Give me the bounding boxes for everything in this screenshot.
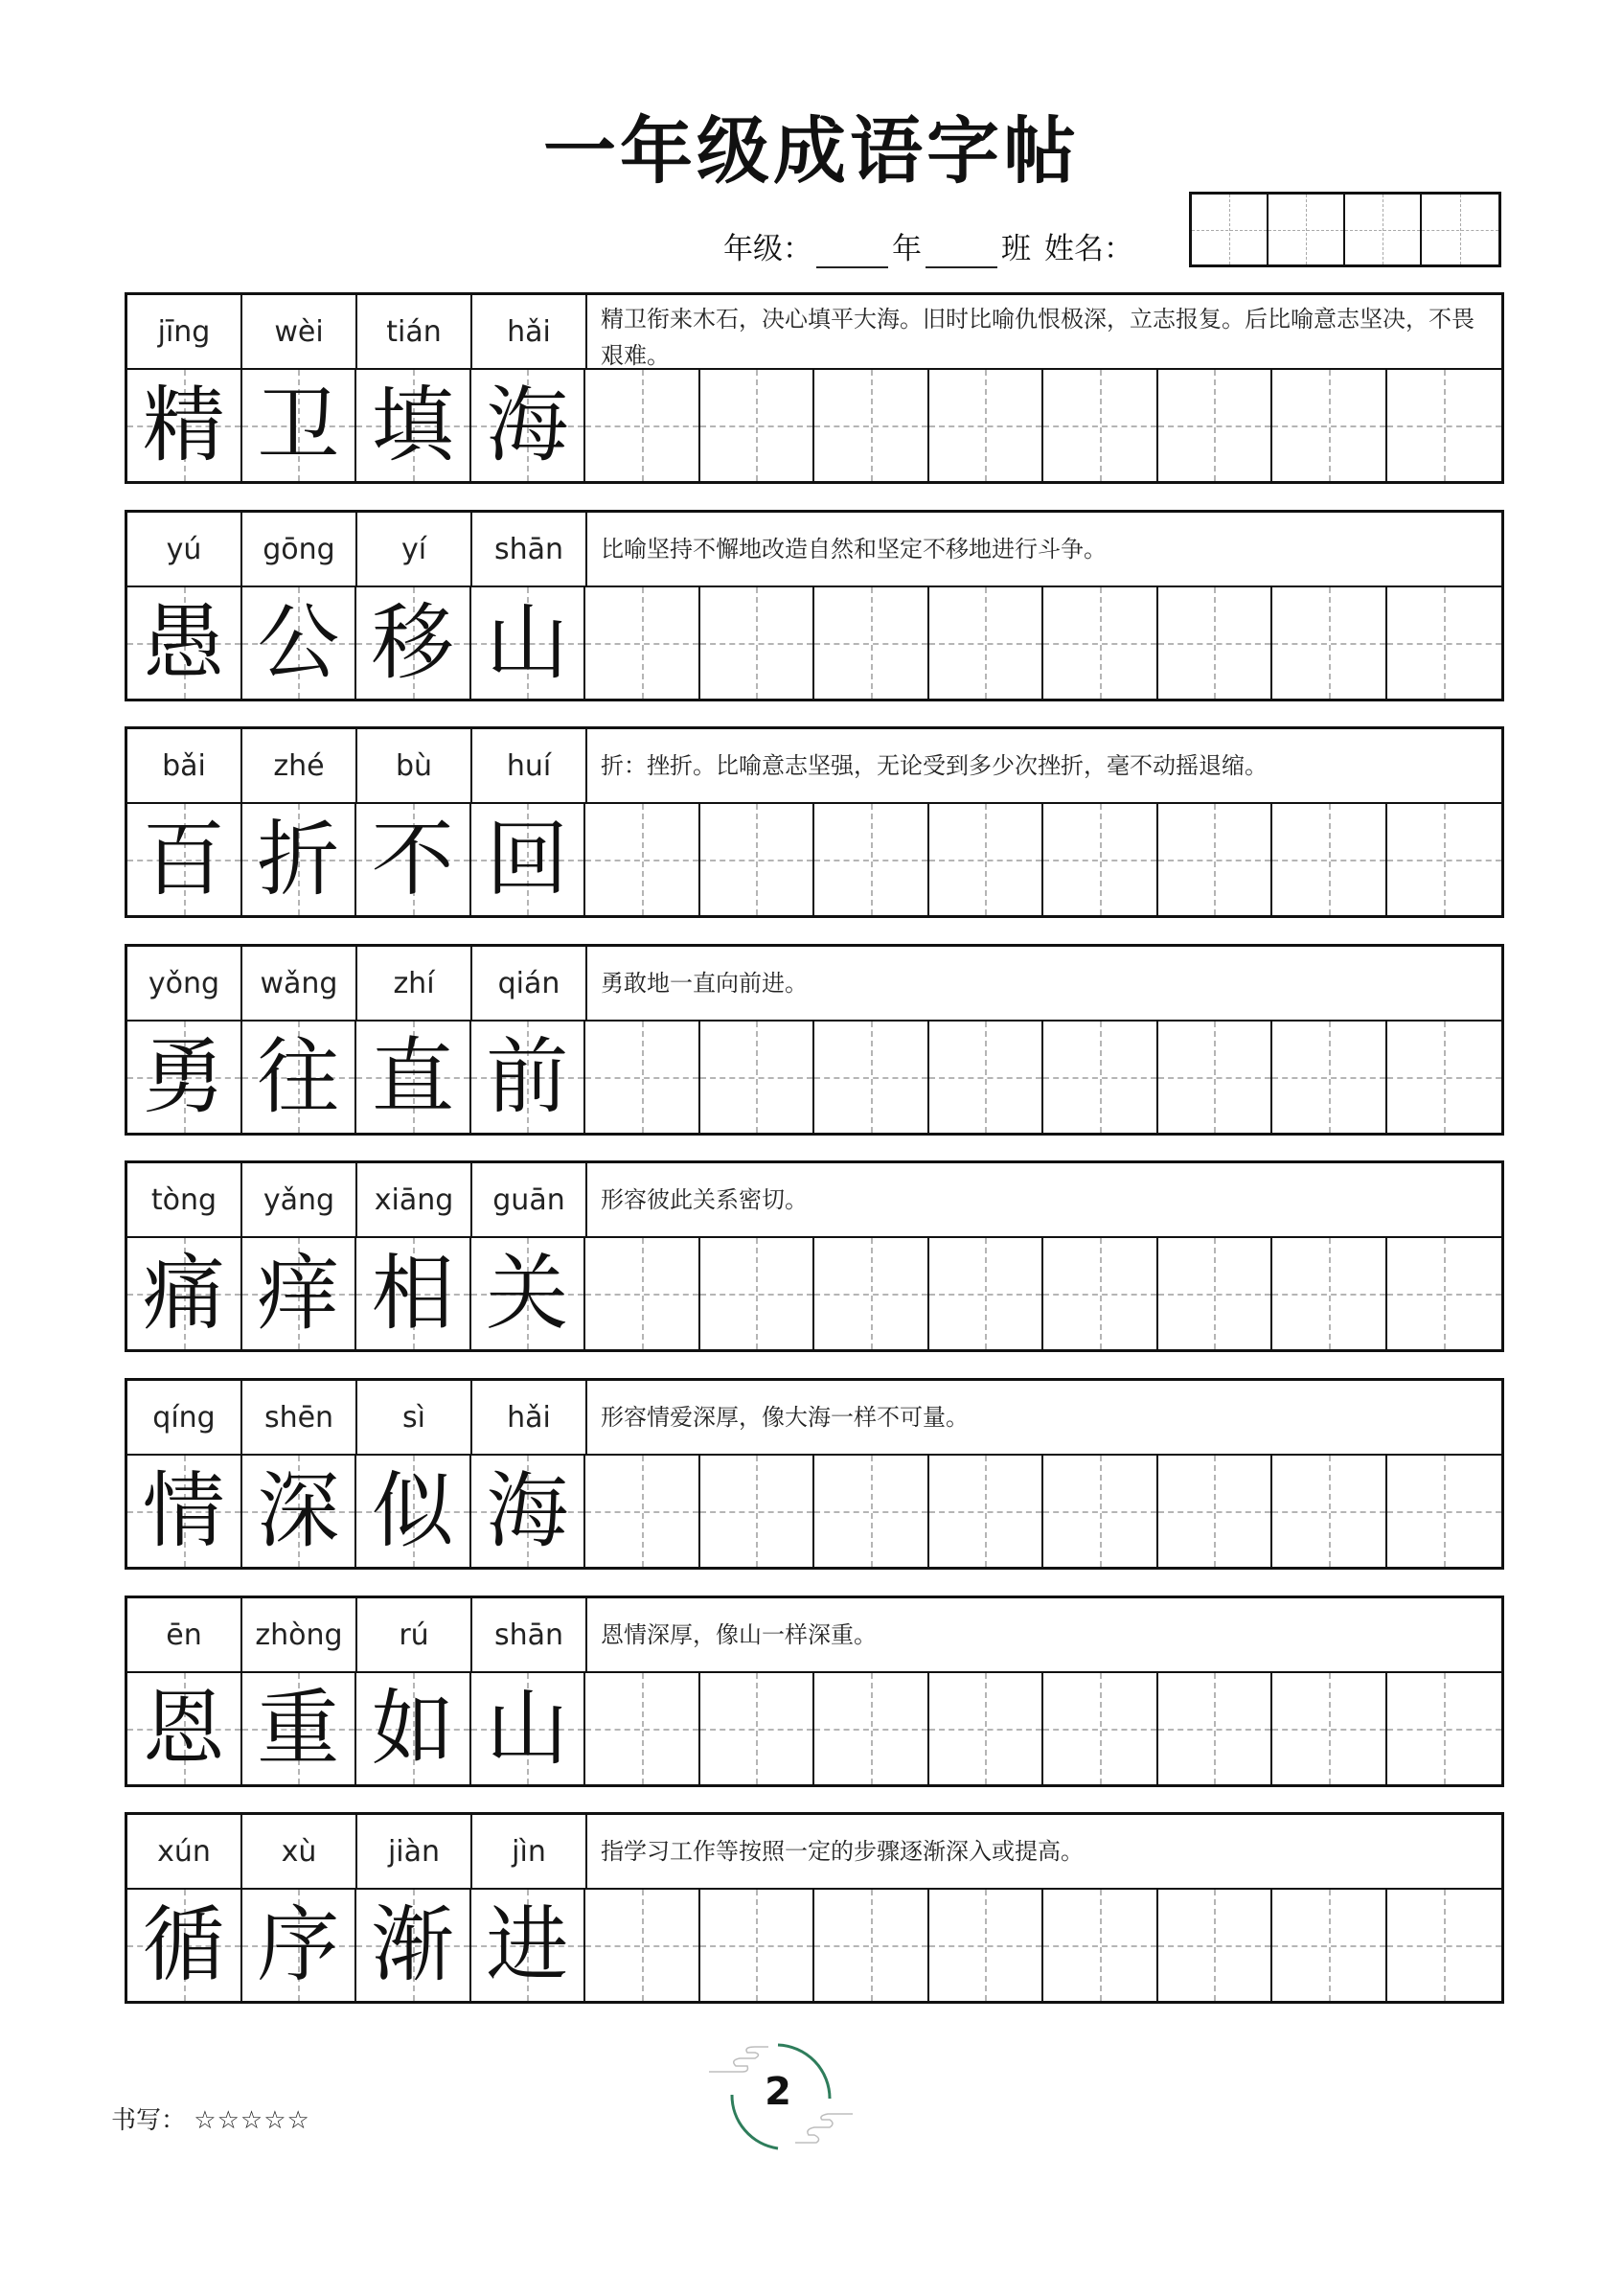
- pinyin-cell: bǎi: [127, 729, 242, 802]
- writing-rating: [111, 2101, 310, 2136]
- pinyin-cell: yí: [357, 513, 472, 585]
- model-character: 情: [142, 1463, 225, 1559]
- model-character-cell: [127, 1890, 242, 2001]
- practice-cell[interactable]: [1387, 587, 1502, 699]
- pinyin-cell: qíng: [127, 1381, 242, 1454]
- model-character: 海: [486, 1463, 569, 1559]
- model-character-cell: [242, 1890, 357, 2001]
- model-character: 公: [257, 595, 340, 691]
- model-character-cell: [356, 1673, 471, 1784]
- model-character-cell: [471, 587, 586, 699]
- model-character: 百: [142, 812, 225, 907]
- model-character-cell: [356, 1456, 471, 1567]
- model-character-cell: [242, 1238, 357, 1349]
- practice-cell[interactable]: [700, 1022, 815, 1133]
- model-character-cell: [356, 1238, 471, 1349]
- practice-cell[interactable]: [585, 587, 700, 699]
- practice-cell[interactable]: [1043, 1238, 1158, 1349]
- model-character: 相: [371, 1246, 454, 1342]
- pinyin-row: [127, 1815, 1501, 1890]
- model-character: 移: [371, 595, 454, 691]
- practice-cell[interactable]: [929, 1673, 1044, 1784]
- practice-cell[interactable]: [1158, 370, 1273, 481]
- year-suffix: 年: [892, 232, 922, 266]
- practice-cell[interactable]: [585, 804, 700, 915]
- practice-cell[interactable]: [814, 1673, 929, 1784]
- practice-cell[interactable]: [929, 370, 1044, 481]
- model-character-cell: [127, 587, 242, 699]
- idiom-definition: 比喻坚持不懈地改造自然和坚定不移地进行斗争。: [601, 536, 1107, 563]
- model-character: 关: [486, 1246, 569, 1342]
- pinyin-cell: ēn: [127, 1598, 242, 1671]
- pinyin-cell: tòng: [127, 1163, 242, 1236]
- pinyin-row: [127, 729, 1501, 804]
- model-character-cell: [127, 804, 242, 915]
- model-character-cell: [356, 804, 471, 915]
- practice-cell[interactable]: [1387, 804, 1502, 915]
- practice-cell[interactable]: [585, 1890, 700, 2001]
- pinyin-row: [127, 513, 1501, 587]
- practice-cell[interactable]: [929, 1238, 1044, 1349]
- practice-cell[interactable]: [1158, 1890, 1273, 2001]
- model-character-cell: [242, 1456, 357, 1567]
- model-character: 不: [371, 812, 454, 907]
- practice-cell[interactable]: [585, 1456, 700, 1567]
- character-row: [127, 1238, 1501, 1349]
- practice-cell[interactable]: [1043, 370, 1158, 481]
- practice-cell[interactable]: [585, 370, 700, 481]
- idiom-block: [125, 726, 1504, 918]
- model-character-cell: [127, 1022, 242, 1133]
- character-row: [127, 1022, 1501, 1133]
- pinyin-cell: gōng: [242, 513, 357, 585]
- practice-cell[interactable]: [1272, 1456, 1387, 1567]
- practice-cell[interactable]: [1158, 587, 1273, 699]
- name-label: 姓名：: [1044, 232, 1133, 266]
- model-character-cell: [127, 1673, 242, 1784]
- pinyin-cell: qián: [472, 947, 587, 1020]
- name-box[interactable]: [1269, 195, 1345, 264]
- practice-cell[interactable]: [700, 1673, 815, 1784]
- model-character-cell: [356, 587, 471, 699]
- practice-cell[interactable]: [585, 1238, 700, 1349]
- practice-cell[interactable]: [700, 1456, 815, 1567]
- practice-cell[interactable]: [585, 1022, 700, 1133]
- practice-cell[interactable]: [1272, 1673, 1387, 1784]
- practice-cell[interactable]: [1387, 1673, 1502, 1784]
- model-character-cell: [127, 370, 242, 481]
- practice-cell[interactable]: [700, 370, 815, 481]
- grade-label: 年级：: [723, 232, 812, 266]
- model-character-cell: [242, 1673, 357, 1784]
- practice-cell[interactable]: [1043, 804, 1158, 915]
- model-character-cell: [127, 1456, 242, 1567]
- practice-cell[interactable]: [1272, 1022, 1387, 1133]
- practice-cell[interactable]: [1158, 1456, 1273, 1567]
- practice-cell[interactable]: [1158, 804, 1273, 915]
- name-box[interactable]: [1422, 195, 1498, 264]
- practice-cell[interactable]: [929, 1890, 1044, 2001]
- pinyin-cell: rú: [357, 1598, 472, 1671]
- model-character: 进: [486, 1897, 569, 1993]
- practice-cell[interactable]: [1387, 1890, 1502, 2001]
- character-row: [127, 1673, 1501, 1784]
- name-box[interactable]: [1345, 195, 1422, 264]
- model-character: 愚: [142, 595, 225, 691]
- practice-cell[interactable]: [1387, 1022, 1502, 1133]
- model-character: 山: [486, 1681, 569, 1777]
- model-character-cell: [471, 370, 586, 481]
- practice-cell[interactable]: [814, 1022, 929, 1133]
- model-character-cell: [356, 1022, 471, 1133]
- practice-cell[interactable]: [814, 1890, 929, 2001]
- model-character-cell: [242, 1022, 357, 1133]
- model-character: 渐: [371, 1897, 454, 1993]
- pinyin-cell: guān: [472, 1163, 587, 1236]
- page-number: 2: [765, 2070, 791, 2114]
- pinyin-row: [127, 295, 1501, 370]
- idiom-block: [125, 1378, 1504, 1570]
- rating-label: 书写：: [111, 2106, 187, 2135]
- model-character: 折: [257, 812, 340, 907]
- idiom-block: [125, 944, 1504, 1136]
- practice-cell[interactable]: [1272, 370, 1387, 481]
- practice-cell[interactable]: [700, 1238, 815, 1349]
- practice-cell[interactable]: [1043, 1673, 1158, 1784]
- class-suffix: 班: [1001, 232, 1031, 266]
- pinyin-cell: yǎng: [242, 1163, 357, 1236]
- pinyin-cell: shān: [472, 1598, 587, 1671]
- model-character: 如: [371, 1681, 454, 1777]
- idiom-definition: 精卫衔来木石，决心填平大海。旧时比喻仇恨极深，立志报复。后比喻意志坚决，不畏艰难。: [601, 306, 1474, 369]
- practice-cell[interactable]: [1043, 587, 1158, 699]
- model-character-cell: [471, 804, 586, 915]
- model-character: 循: [142, 1897, 225, 1993]
- practice-cell[interactable]: [814, 1456, 929, 1567]
- pinyin-cell: zhòng: [242, 1598, 357, 1671]
- practice-cell[interactable]: [1272, 804, 1387, 915]
- model-character: 卫: [257, 378, 340, 473]
- pinyin-cell: zhí: [357, 947, 472, 1020]
- practice-cell[interactable]: [700, 587, 815, 699]
- pinyin-cell: xún: [127, 1815, 242, 1888]
- model-character-cell: [471, 1890, 586, 2001]
- model-character: 深: [257, 1463, 340, 1559]
- practice-cell[interactable]: [1387, 1238, 1502, 1349]
- practice-cell[interactable]: [1043, 1456, 1158, 1567]
- pinyin-row: [127, 1598, 1501, 1673]
- model-character-cell: [471, 1456, 586, 1567]
- idiom-definition: 形容情爱深厚，像大海一样不可量。: [601, 1404, 969, 1431]
- practice-cell[interactable]: [1272, 587, 1387, 699]
- practice-cell[interactable]: [1272, 1238, 1387, 1349]
- model-character: 序: [257, 1897, 340, 1993]
- practice-cell[interactable]: [1387, 1456, 1502, 1567]
- model-character-cell: [356, 1890, 471, 2001]
- practice-cell[interactable]: [1043, 1022, 1158, 1133]
- pinyin-cell: jìn: [472, 1815, 587, 1888]
- practice-cell[interactable]: [929, 804, 1044, 915]
- pinyin-cell: huí: [472, 729, 587, 802]
- idiom-definition: 恩情深厚，像山一样深重。: [601, 1621, 877, 1648]
- practice-cell[interactable]: [1387, 370, 1502, 481]
- character-row: [127, 804, 1501, 915]
- pinyin-cell: shān: [472, 513, 587, 585]
- model-character-cell: [356, 370, 471, 481]
- idiom-block: [125, 510, 1504, 701]
- pinyin-cell: wèi: [242, 295, 357, 368]
- student-info-line: [723, 220, 1133, 268]
- pinyin-cell: shēn: [242, 1381, 357, 1454]
- pinyin-cell: zhé: [242, 729, 357, 802]
- pinyin-row: [127, 1381, 1501, 1456]
- model-character: 恩: [142, 1681, 225, 1777]
- practice-cell[interactable]: [700, 804, 815, 915]
- page-title: 一年级成语字帖: [543, 108, 1080, 194]
- practice-cell[interactable]: [1043, 1890, 1158, 2001]
- practice-cell[interactable]: [1158, 1238, 1273, 1349]
- practice-cell[interactable]: [1158, 1673, 1273, 1784]
- name-writing-boxes: [1189, 192, 1501, 267]
- pinyin-cell: tián: [357, 295, 472, 368]
- model-character-cell: [242, 370, 357, 481]
- character-row: [127, 1456, 1501, 1567]
- practice-cell[interactable]: [585, 1673, 700, 1784]
- model-character-cell: [471, 1238, 586, 1349]
- model-character: 前: [486, 1029, 569, 1125]
- practice-cell[interactable]: [700, 1890, 815, 2001]
- pinyin-cell: hǎi: [472, 1381, 587, 1454]
- model-character: 精: [142, 378, 225, 473]
- pinyin-row: [127, 1163, 1501, 1238]
- idiom-definition: 指学习工作等按照一定的步骤逐渐深入或提高。: [601, 1838, 1084, 1865]
- model-character: 勇: [142, 1029, 225, 1125]
- model-character: 往: [257, 1029, 340, 1125]
- grade-year-blank[interactable]: [816, 238, 888, 268]
- pinyin-cell: jiàn: [357, 1815, 472, 1888]
- practice-cell[interactable]: [1158, 1022, 1273, 1133]
- practice-cell[interactable]: [814, 1238, 929, 1349]
- model-character: 痛: [142, 1246, 225, 1342]
- idiom-definition: 折：挫折。比喻意志坚强，无论受到多少次挫折，毫不动摇退缩。: [601, 752, 1268, 779]
- idiom-block: [125, 1812, 1504, 2004]
- idiom-block: [125, 1596, 1504, 1787]
- practice-cell[interactable]: [929, 1456, 1044, 1567]
- practice-cell[interactable]: [814, 370, 929, 481]
- pinyin-cell: jīng: [127, 295, 242, 368]
- pinyin-row: [127, 947, 1501, 1022]
- model-character: 海: [486, 378, 569, 473]
- class-blank[interactable]: [926, 238, 997, 268]
- pinyin-cell: xiāng: [357, 1163, 472, 1236]
- idiom-block: [125, 1160, 1504, 1352]
- model-character: 回: [486, 812, 569, 907]
- character-row: [127, 370, 1501, 481]
- practice-cell[interactable]: [814, 587, 929, 699]
- model-character: 填: [371, 378, 454, 473]
- pinyin-cell: wǎng: [242, 947, 357, 1020]
- pinyin-cell: yǒng: [127, 947, 242, 1020]
- model-character-cell: [242, 804, 357, 915]
- practice-cell[interactable]: [929, 587, 1044, 699]
- pinyin-cell: hǎi: [472, 295, 587, 368]
- name-box[interactable]: [1192, 195, 1269, 264]
- model-character-cell: [471, 1022, 586, 1133]
- idiom-definition: 勇敢地一直向前进。: [601, 970, 808, 997]
- practice-cell[interactable]: [929, 1022, 1044, 1133]
- pinyin-cell: xù: [242, 1815, 357, 1888]
- model-character-cell: [127, 1238, 242, 1349]
- model-character: 重: [257, 1681, 340, 1777]
- character-row: [127, 1890, 1501, 2001]
- model-character: 山: [486, 595, 569, 691]
- pinyin-cell: bù: [357, 729, 472, 802]
- star-rating-icons[interactable]: ☆☆☆☆☆: [194, 2106, 310, 2135]
- model-character-cell: [471, 1673, 586, 1784]
- character-row: [127, 587, 1501, 699]
- practice-cell[interactable]: [814, 804, 929, 915]
- practice-cell[interactable]: [1272, 1890, 1387, 2001]
- model-character-cell: [242, 587, 357, 699]
- idiom-definition: 形容彼此关系密切。: [601, 1186, 808, 1213]
- idiom-block: [125, 292, 1504, 484]
- pinyin-cell: sì: [357, 1381, 472, 1454]
- model-character: 似: [371, 1463, 454, 1559]
- model-character: 直: [371, 1029, 454, 1125]
- model-character: 痒: [257, 1246, 340, 1342]
- pinyin-cell: yú: [127, 513, 242, 585]
